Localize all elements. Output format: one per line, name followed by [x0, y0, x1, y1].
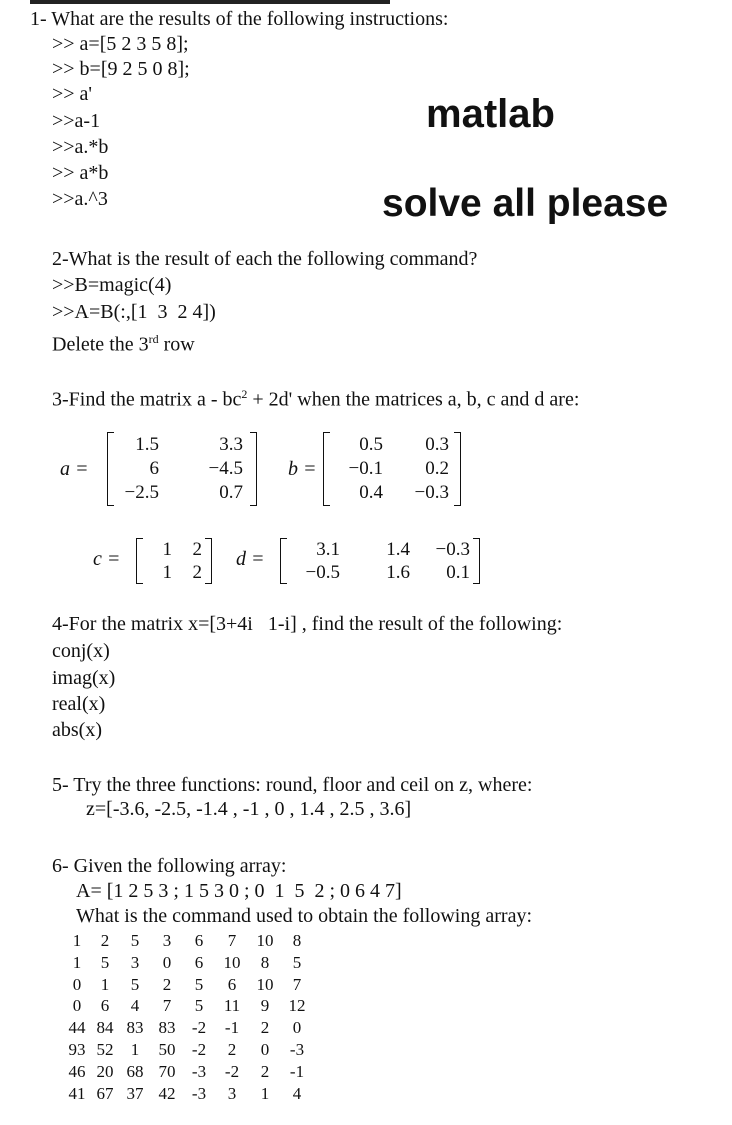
matrix-cell: 0.1 — [446, 562, 470, 583]
q6-cell: 7 — [227, 931, 237, 950]
q6-cell: 7 — [292, 974, 302, 994]
q6-cell: 2 — [162, 974, 172, 994]
matrix-d-label: d = — [236, 548, 265, 570]
q6-cell: 1 — [130, 1040, 140, 1059]
matrix-a-label: a = — [60, 458, 89, 480]
q6-cell: 1 — [72, 931, 82, 950]
q6-row — [64, 1062, 314, 1082]
matrix-cell: −2.5 — [124, 482, 159, 503]
matrix-cell: 0.3 — [425, 434, 449, 455]
q2-delete-sup: rd — [148, 332, 159, 346]
q6-cell: 8 — [260, 952, 270, 972]
q6-cell: 68 — [126, 1061, 144, 1081]
q2-delete-row — [52, 328, 195, 356]
q6-cell: -1 — [289, 1061, 305, 1081]
top-edge-bar — [30, 0, 390, 4]
matrix-b-label: b = — [288, 458, 317, 480]
matrix-cell: 0.7 — [219, 482, 243, 503]
q1-title: 1- What are the results of the following instructions: — [30, 8, 449, 30]
q6-cell: 5 — [100, 952, 110, 972]
q2-line: >>A=B(:,[1 3 2 4]) — [52, 301, 216, 323]
q6-cell: 0 — [72, 996, 82, 1016]
q6-cell: 41 — [68, 1083, 86, 1103]
annotation-matlab: matlab — [426, 92, 555, 136]
q6-title: 6- Given the following array: — [52, 855, 287, 877]
q6-row — [64, 1040, 314, 1060]
q6-cell: -2 — [224, 1061, 240, 1081]
q6-cell: 3 — [162, 931, 172, 950]
q4-title: 4-For the matrix x=[3+4i 1-i] , find the result of the following: — [52, 613, 563, 635]
q6-cell: 3 — [130, 952, 140, 972]
matrix-cell: 0.5 — [359, 434, 383, 455]
q6-cell: 0 — [260, 1040, 270, 1059]
matrix-cell: 0.2 — [425, 458, 449, 479]
q6-row — [64, 975, 314, 995]
q1-line: >>a.^3 — [52, 188, 108, 210]
q6-cell: 6 — [194, 931, 204, 950]
q1-line: >> a' — [52, 83, 93, 105]
q6-cell: -3 — [191, 1083, 207, 1103]
q6-cell: 1 — [100, 974, 110, 994]
q6-cell: -1 — [224, 1018, 240, 1038]
q6-cell: 12 — [288, 996, 306, 1016]
q6-cell: 1 — [72, 952, 82, 972]
q6-cell: 93 — [68, 1040, 86, 1059]
annotation-solve-all: solve all please — [382, 182, 669, 225]
q6-cell: 84 — [96, 1018, 114, 1038]
q1-line: >>a.*b — [52, 136, 109, 158]
matrix-cell: 1.5 — [135, 434, 159, 455]
matrix-cell: 2 — [192, 539, 202, 560]
q6-cell: 8 — [292, 931, 302, 950]
q6-cell: 0 — [162, 952, 172, 972]
matrix-bracket-left — [280, 538, 287, 584]
q6-cell: 5 — [194, 996, 204, 1016]
q6-cell: 5 — [130, 931, 140, 950]
matrix-bracket-right — [454, 432, 461, 506]
q6-cell: -3 — [191, 1061, 207, 1081]
q6-cell: 9 — [260, 996, 270, 1016]
matrix-cell: 1.4 — [386, 539, 410, 560]
q6-cell: 5 — [194, 974, 204, 994]
q6-cell: 2 — [227, 1040, 237, 1059]
q6-row — [64, 996, 314, 1016]
q6-cell: 5 — [130, 974, 140, 994]
q5-z: z=[-3.6, -2.5, -1.4 , -1 , 0 , 1.4 , 2.5 , 3.6] — [86, 798, 412, 820]
q6-cell: 4 — [292, 1083, 302, 1103]
q6-cell: 46 — [68, 1061, 86, 1081]
matrix-cell: −0.3 — [435, 539, 470, 560]
q6-cell: 11 — [223, 996, 241, 1016]
q6-cell: 10 — [223, 952, 241, 972]
matrix-cell: 1 — [162, 539, 172, 560]
q6-row — [64, 1084, 314, 1104]
q6-cell: 4 — [130, 996, 140, 1016]
q6-cell: 6 — [227, 974, 237, 994]
matrix-cell: −0.5 — [305, 562, 340, 583]
matrix-bracket-right — [473, 538, 480, 584]
q1-line: >> b=[9 2 5 0 8]; — [52, 58, 190, 80]
q3-title-sup: 2 — [241, 387, 248, 401]
q3-title-b: + 2d' when the matrices a, b, c and d are: — [247, 388, 580, 411]
q3-title — [52, 383, 579, 411]
matrix-cell: 2 — [192, 562, 202, 583]
q6-cell: 20 — [96, 1061, 114, 1081]
q6-row — [64, 931, 314, 951]
matrix-cell: 1 — [162, 562, 172, 583]
q6-row — [64, 953, 314, 973]
matrix-bracket-right — [250, 432, 257, 506]
q6-cell: 2 — [100, 931, 110, 950]
q4-line: conj(x) — [52, 640, 110, 662]
q6-cell: 2 — [260, 1061, 270, 1081]
q4-line: abs(x) — [52, 719, 102, 741]
q6-cell: 67 — [96, 1083, 114, 1103]
q6-cell: 2 — [260, 1018, 270, 1038]
q6-cell: 50 — [158, 1040, 176, 1059]
q6-cell: -2 — [191, 1040, 207, 1059]
q6-cell: 7 — [162, 996, 172, 1016]
q3-title-a: 3-Find the matrix a - bc — [52, 388, 242, 411]
q6-array: A= [1 2 5 3 ; 1 5 3 0 ; 0 1 5 2 ; 0 6 4 7] — [76, 880, 402, 902]
q1-line: >>a-1 — [52, 110, 101, 132]
matrix-bracket-left — [107, 432, 114, 506]
matrix-c-label: c = — [93, 548, 121, 570]
matrix-b — [323, 432, 461, 506]
matrix-cell: 3.1 — [316, 539, 340, 560]
q2-delete-suffix: row — [158, 333, 195, 356]
matrix-d — [280, 538, 480, 584]
q6-cell: 83 — [158, 1018, 176, 1038]
q6-question: What is the command used to obtain the following array: — [76, 905, 532, 927]
q6-cell: 10 — [256, 931, 274, 950]
q6-cell: 5 — [292, 952, 302, 972]
q2-line: >>B=magic(4) — [52, 274, 172, 296]
q6-cell: 44 — [68, 1018, 86, 1038]
q6-cell: 10 — [256, 974, 274, 994]
q6-cell: 0 — [292, 1018, 302, 1038]
q6-cell: 1 — [260, 1083, 270, 1103]
matrix-cell: 0.4 — [359, 482, 383, 503]
q5-title: 5- Try the three functions: round, floor and ceil on z, where: — [52, 774, 533, 796]
q6-cell: 70 — [158, 1061, 176, 1081]
matrix-cell: −0.1 — [348, 458, 383, 479]
matrix-bracket-left — [323, 432, 330, 506]
q6-cell: 6 — [100, 996, 110, 1016]
q1-line: >> a=[5 2 3 5 8]; — [52, 33, 189, 55]
matrix-cell: −0.3 — [414, 482, 449, 503]
q6-cell: 37 — [126, 1083, 144, 1103]
q6-cell: 0 — [72, 974, 82, 994]
q4-line: imag(x) — [52, 667, 116, 689]
q6-cell: 83 — [126, 1018, 144, 1038]
q6-cell: 6 — [194, 952, 204, 972]
q2-title: 2-What is the result of each the following command? — [52, 248, 478, 270]
q6-cell: -3 — [289, 1040, 305, 1059]
matrix-bracket-right — [205, 538, 212, 584]
matrix-cell: 6 — [149, 458, 159, 479]
matrix-cell: −4.5 — [208, 458, 243, 479]
q6-cell: -2 — [191, 1018, 207, 1038]
q2-delete-prefix: Delete the 3 — [52, 333, 149, 356]
matrix-c — [136, 538, 212, 584]
matrix-cell: 3.3 — [219, 434, 243, 455]
matrix-a — [107, 432, 257, 506]
q6-cell: 52 — [96, 1040, 114, 1059]
matrix-cell: 1.6 — [386, 562, 410, 583]
matrix-bracket-left — [136, 538, 143, 584]
q6-row — [64, 1018, 314, 1038]
q1-line: >> a*b — [52, 162, 109, 184]
q6-cell: 42 — [158, 1083, 176, 1103]
q6-cell: 3 — [227, 1083, 237, 1103]
q4-line: real(x) — [52, 693, 106, 715]
